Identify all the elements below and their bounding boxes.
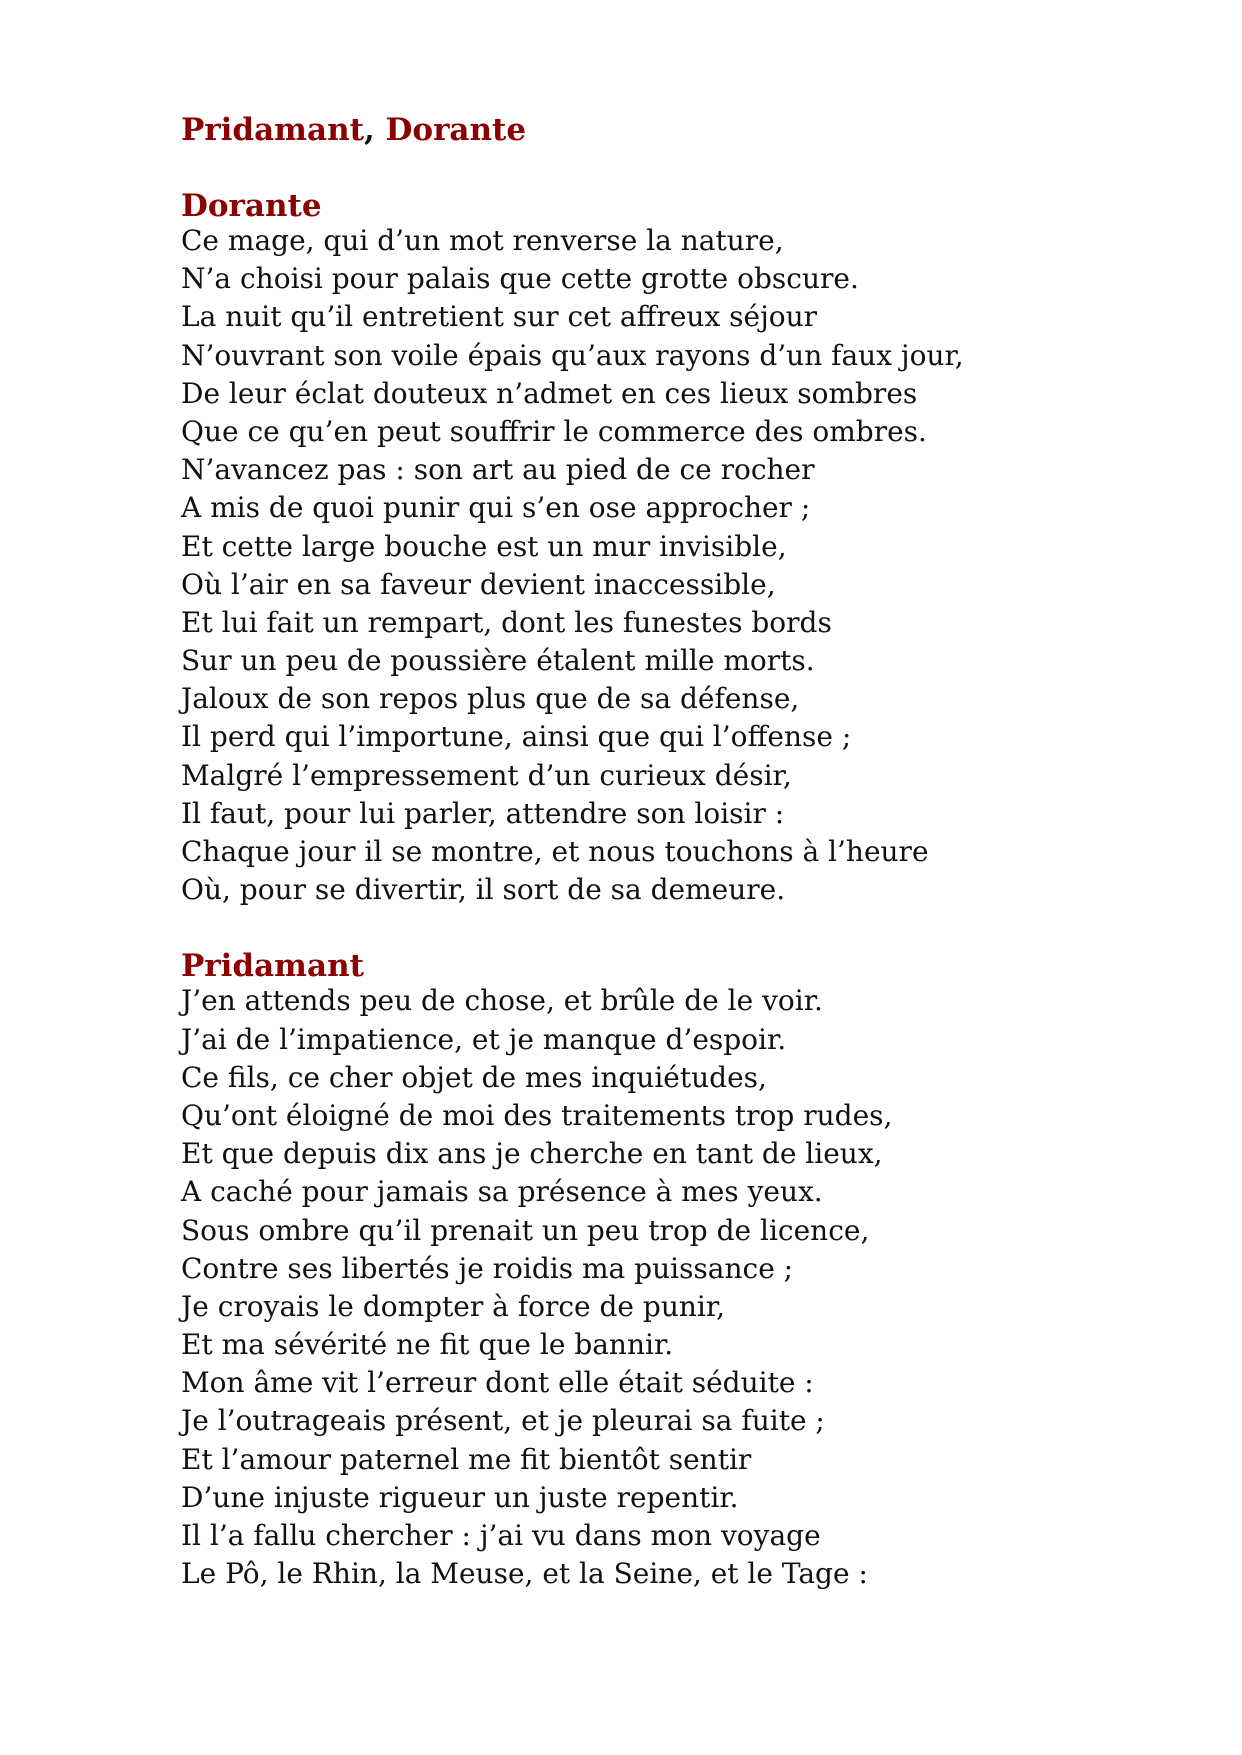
verse-line: Et ma sévérité ne fit que le bannir. (181, 1328, 674, 1362)
verse-line: Sous ombre qu’il prenait un peu trop de licence, (181, 1213, 870, 1247)
verse-line: Et lui fait un rempart, dont les funestes bords (181, 605, 832, 639)
speech-pridamant (181, 946, 1181, 1593)
verse-line: D’une injuste rigueur un juste repentir. (181, 1480, 739, 1514)
verse-line: Où l’air en sa faveur devient inaccessible, (181, 567, 776, 601)
verse-line: Où, pour se divertir, il sort de sa demeure. (181, 873, 786, 907)
verse-line: Chaque jour il se montre, et nous touchons à l’heure (181, 835, 929, 868)
verse-line: Ce fils, ce cher objet de mes inquiétudes, (181, 1060, 767, 1094)
cast-name-pridamant: Pridamant (181, 112, 364, 148)
verse-line: N’avancez pas : son art au pied de ce rocher (181, 453, 815, 487)
cast-separator: , (363, 112, 375, 148)
cast-name-dorante: Dorante (385, 112, 527, 148)
verse-line: Qu’ont éloigné de moi des traitements trop rudes, (181, 1098, 893, 1132)
verse-line: N’a choisi pour palais que cette grotte obscure. (181, 262, 859, 296)
verse-line: Jaloux de son repos plus que de sa défense, (181, 682, 800, 716)
verse-line: A mis de quoi punir qui s’en ose approcher ; (181, 491, 811, 525)
speaker-name: Dorante (181, 188, 322, 224)
verse-line: Le Pô, le Rhin, la Meuse, et la Seine, et le Tage : (181, 1557, 868, 1591)
verse-line: Et l’amour paternel me fit bientôt sentir (181, 1442, 752, 1476)
verse-line: Je croyais le dompter à force de punir, (181, 1289, 726, 1323)
verse-line: Il faut, pour lui parler, attendre son loisir : (181, 796, 785, 830)
verse-line: J’en attends peu de chose, et brûle de le voir. (181, 984, 823, 1018)
verse-line: A caché pour jamais sa présence à mes yeux. (181, 1175, 823, 1209)
verse-line: J’ai de l’impatience, et je manque d’espoir. (181, 1022, 787, 1056)
verse-line: Il perd qui l’importune, ainsi que qui l’offense ; (181, 720, 852, 754)
verse-line: Il l’a fallu chercher : j’ai vu dans mon voyage (181, 1519, 821, 1552)
verse-line: Ce mage, qui d’un mot renverse la nature, (181, 224, 784, 257)
verse-line: Et cette large bouche est un mur invisible, (181, 529, 787, 563)
verse-line: Je l’outrageais présent, et je pleurai sa fuite ; (181, 1404, 825, 1438)
speeches (181, 186, 1181, 1593)
verse-line: Malgré l’empressement d’un curieux désir, (181, 758, 792, 792)
speaker-name: Pridamant (181, 948, 364, 985)
verse-line: Et que depuis dix ans je cherche en tant de lieux, (181, 1137, 883, 1171)
verse-line: N’ouvrant son voile épais qu’aux rayons d’un faux jour, (181, 338, 964, 372)
verse-line: La nuit qu’il entretient sur cet affreux séjour (181, 300, 818, 334)
play-page (181, 110, 1181, 1630)
speech-dorante (181, 186, 1181, 909)
verse-line: Que ce qu’en peut souffrir le commerce des ombres. (181, 414, 927, 448)
verse-line: De leur éclat douteux n’admet en ces lieux sombres (181, 376, 918, 410)
verse-line: Contre ses libertés je roidis ma puissance ; (181, 1251, 794, 1285)
verse-line: Mon âme vit l’erreur dont elle était séduite : (181, 1366, 814, 1400)
verse-line: Sur un peu de poussière étalent mille morts. (181, 644, 815, 678)
scene-characters (181, 110, 1181, 150)
